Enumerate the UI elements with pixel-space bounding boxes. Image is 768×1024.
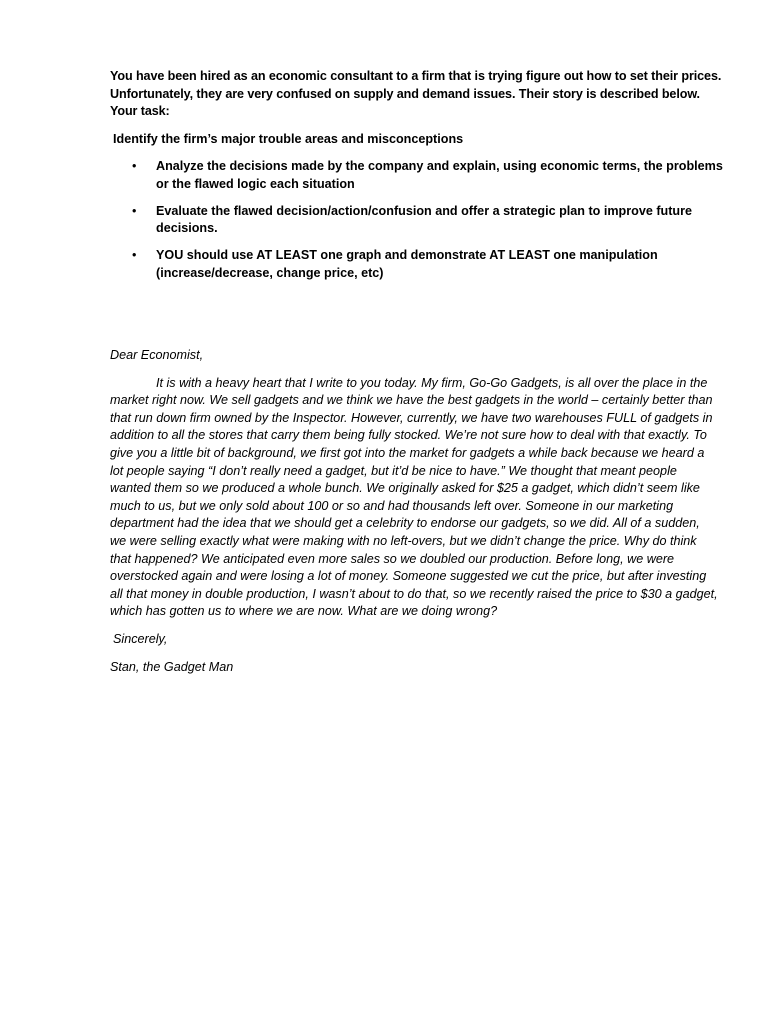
bullet-icon: •: [132, 248, 137, 262]
bullet-text: Analyze the decisions made by the company and explain, using economic terms, the problems or the flawed logic each situation: [156, 159, 723, 191]
letter-body: It is with a heavy heart that I write to you today. My firm, Go-Go Gadgets, is all over the place in the market right now. We sell gadgets and we think we have the best gadgets in the world – certainly better than that run down firm owned by the Inspector. However, currently, we have two warehouses FULL of gadgets in addition to all the stores that carry them being fully stocked. We’re not sure how to deal with that exactly. To give you a little bit of background, we first got into the market for gadgets a while back because we heard a lot people saying “I don’t really need a gadget, but it’d be nice to have.” We thought that meant people wanted them so we produced a whole bunch. We originally asked for $25 a gadget, which didn’t seem like much to us, but we only sold about 100 or so and had thousands left over. Someone in our marketing department had the idea that we should get a celebrity to endorse our gadgets, so we did. All of a sudden, we were selling exactly what were making with no left-overs, but we didn’t change the price. Why do think that happened? We anticipated even more sales so we doubled our production. Before long, we were overstocked again and were losing a lot of money. Someone suggested we cut the price, but after investing all that money in double production, I wasn’t about to do that, so we recently raised the price to $30 a gadget, which has gotten us to where we are now. What are we doing wrong?: [110, 375, 718, 619]
letter-salutation: Dear Economist,: [110, 348, 204, 362]
letter-signature: Stan, the Gadget Man: [110, 659, 234, 674]
intro-paragraph: You have been hired as an economic consultant to a firm that is trying figure out how to set their prices. Unfortunately, they are very confused on supply and demand issues. Their story is described below. Your task:: [110, 69, 722, 118]
bullet-text: Evaluate the flawed decision/action/confusion and offer a strategic plan to improve future decisions.: [156, 203, 693, 235]
bullet-item-graph: [110, 247, 730, 282]
intro-section: [110, 68, 730, 121]
task-bullet-list: [110, 158, 730, 292]
task-heading: Identify the firm’s major trouble areas and misconceptions: [113, 132, 464, 146]
letter-section: [110, 347, 718, 676]
bullet-icon: •: [132, 203, 137, 218]
bullet-item-analyze: [110, 158, 730, 193]
bullet-item-evaluate: [110, 203, 730, 238]
bullet-icon: •: [132, 159, 137, 173]
letter-closing: Sincerely,: [113, 631, 168, 646]
bullet-text: YOU should use AT LEAST one graph and demonstrate AT LEAST one manipulation (increase/decrease, change price, etc): [156, 248, 658, 280]
